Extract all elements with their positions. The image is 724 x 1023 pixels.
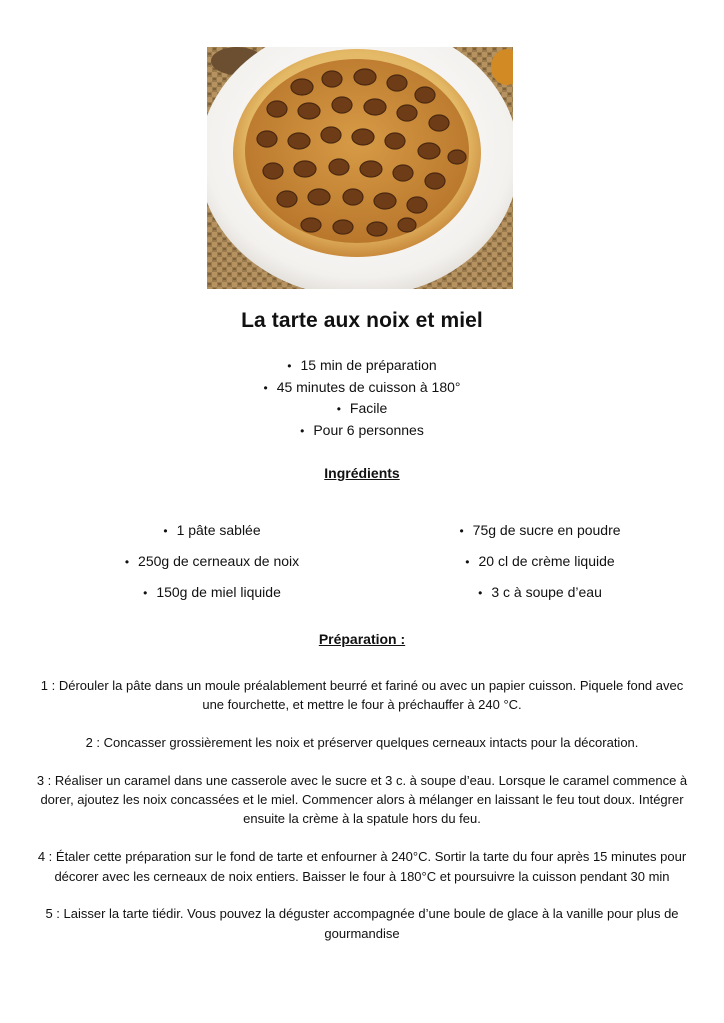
ingredient-item: • 20 cl de crème liquide <box>390 546 690 577</box>
step-5: 5 : Laisser la tarte tiédir. Vous pouvez la déguster accompagnée d’une boule de glace à la vanille pour plus de gourmandise <box>45 906 679 941</box>
ingredients-list-right <box>390 515 690 608</box>
preparation-heading: Préparation : <box>318 631 406 647</box>
step-1: 1 : Dérouler la pâte dans un moule préalablement beurré et fariné ou avec un papier cuisson. Piquele fond avec une fourchette, et mettre le four à préchauffer à 240 °C. <box>40 678 684 713</box>
step-4: 4 : Étaler cette préparation sur le fond de tarte et enfourner à 240°C. Sortir la tarte du four après 15 minutes pour décorer avec les cerneaux de noix entiers. Baisser le four à 180°C et poursuivre la cuisson pendant 30 min <box>37 849 687 884</box>
ingredients-list-left <box>62 515 362 608</box>
meta-cook-time: • 45 minutes de cuisson à 180° <box>0 377 724 399</box>
ingredient-item: • 3 c à soupe d’eau <box>390 577 690 608</box>
recipe-title: La tarte aux noix et miel <box>241 309 483 332</box>
ingredient-item: • 1 pâte sablée <box>62 515 362 546</box>
ingredient-item: • 150g de miel liquide <box>62 577 362 608</box>
recipe-meta-list <box>0 355 724 441</box>
tart-photo <box>207 47 513 289</box>
step-2: 2 : Concasser grossièrement les noix et préserver quelques cerneaux intacts pour la décoration. <box>85 735 639 751</box>
meta-servings: • Pour 6 personnes <box>0 420 724 442</box>
meta-difficulty: • Facile <box>0 398 724 420</box>
ingredients-heading: Ingrédients <box>324 465 400 481</box>
preparation-steps <box>30 676 694 961</box>
step-3: 3 : Réaliser un caramel dans une casserole avec le sucre et 3 c. à soupe d’eau. Lorsque le caramel commence à dorer, ajoutez les noix concassées et le miel. Commencer alors à mélanger en laissant le feu tout doux. Intégrer ensuite la crème à la spatule hors du feu. <box>36 772 688 827</box>
ingredient-item: • 250g de cerneaux de noix <box>62 546 362 577</box>
ingredient-item: • 75g de sucre en poudre <box>390 515 690 546</box>
meta-prep-time: • 15 min de préparation <box>0 355 724 377</box>
